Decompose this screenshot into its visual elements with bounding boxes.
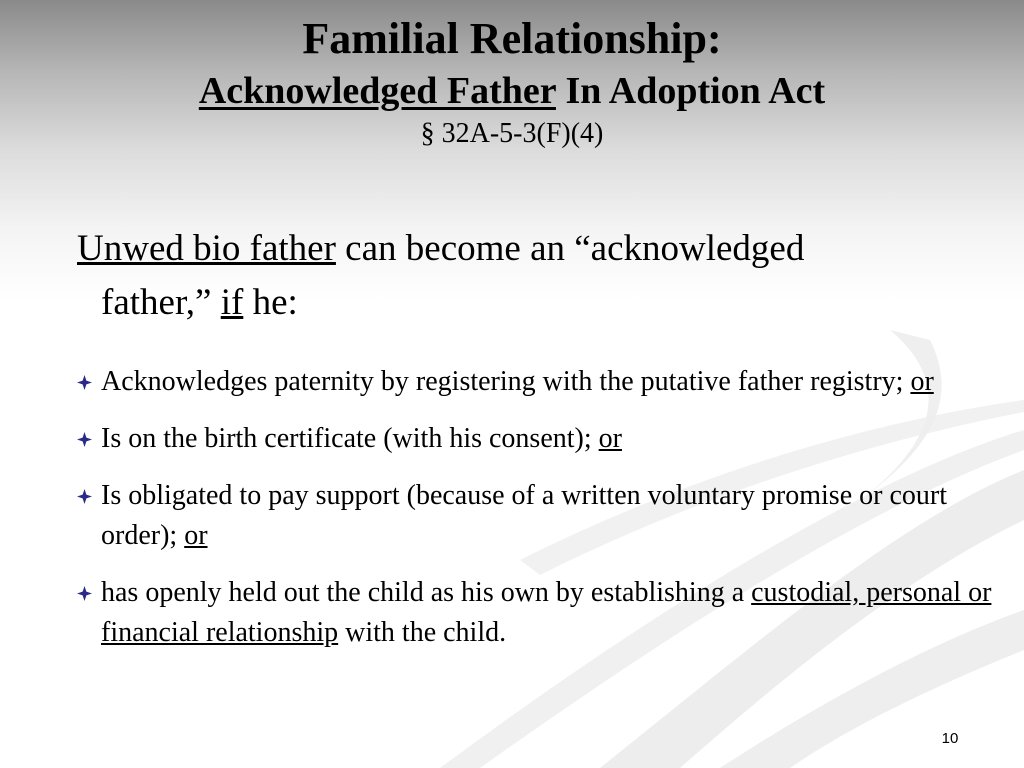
diamond-bullet-icon xyxy=(77,586,92,601)
bullet-underlined: custodial, personal or financial relationship xyxy=(101,577,992,648)
lead-statement xyxy=(77,222,977,330)
slide-title: Familial Relationship: xyxy=(302,14,722,63)
bullet-underlined: or xyxy=(910,366,934,397)
bullet-underlined: or xyxy=(598,423,622,454)
diamond-bullet-icon xyxy=(77,432,92,447)
statute-citation: § 32A-5-3(F)(4) xyxy=(420,118,604,149)
lead-text-1: can become an “acknowledged xyxy=(335,228,805,269)
lead-underlined-if: if xyxy=(220,282,244,323)
bullet-trailing: with the child. xyxy=(338,617,507,648)
lead-line-1 xyxy=(77,222,977,276)
bullet-text: has openly held out the child as his own by establishing a xyxy=(101,577,752,608)
diamond-bullet-icon xyxy=(77,489,92,504)
condition-list xyxy=(77,362,997,670)
title-block xyxy=(0,12,1024,152)
list-item xyxy=(77,362,997,402)
list-item xyxy=(77,476,997,556)
bullet-text: Is on the birth certificate (with his consent); xyxy=(101,423,599,454)
subtitle-underlined: Acknowledged Father xyxy=(198,70,556,112)
lead-underlined-start: Unwed bio father xyxy=(77,228,336,269)
bullet-text: Is obligated to pay support (because of a written voluntary promise or court order); xyxy=(101,480,947,551)
bullet-underlined: or xyxy=(184,520,208,551)
page-number: 10 xyxy=(941,730,959,747)
lead-text-3: he: xyxy=(243,282,298,323)
lead-line-2 xyxy=(77,276,977,330)
lead-text-2: father,” xyxy=(101,282,221,323)
bullet-text: Acknowledges paternity by registering with the putative father registry; xyxy=(101,366,911,397)
list-item xyxy=(77,419,997,459)
slide-subtitle xyxy=(0,66,1024,116)
diamond-bullet-icon xyxy=(77,375,92,390)
subtitle-rest: In Adoption Act xyxy=(555,70,826,112)
list-item xyxy=(77,573,997,653)
